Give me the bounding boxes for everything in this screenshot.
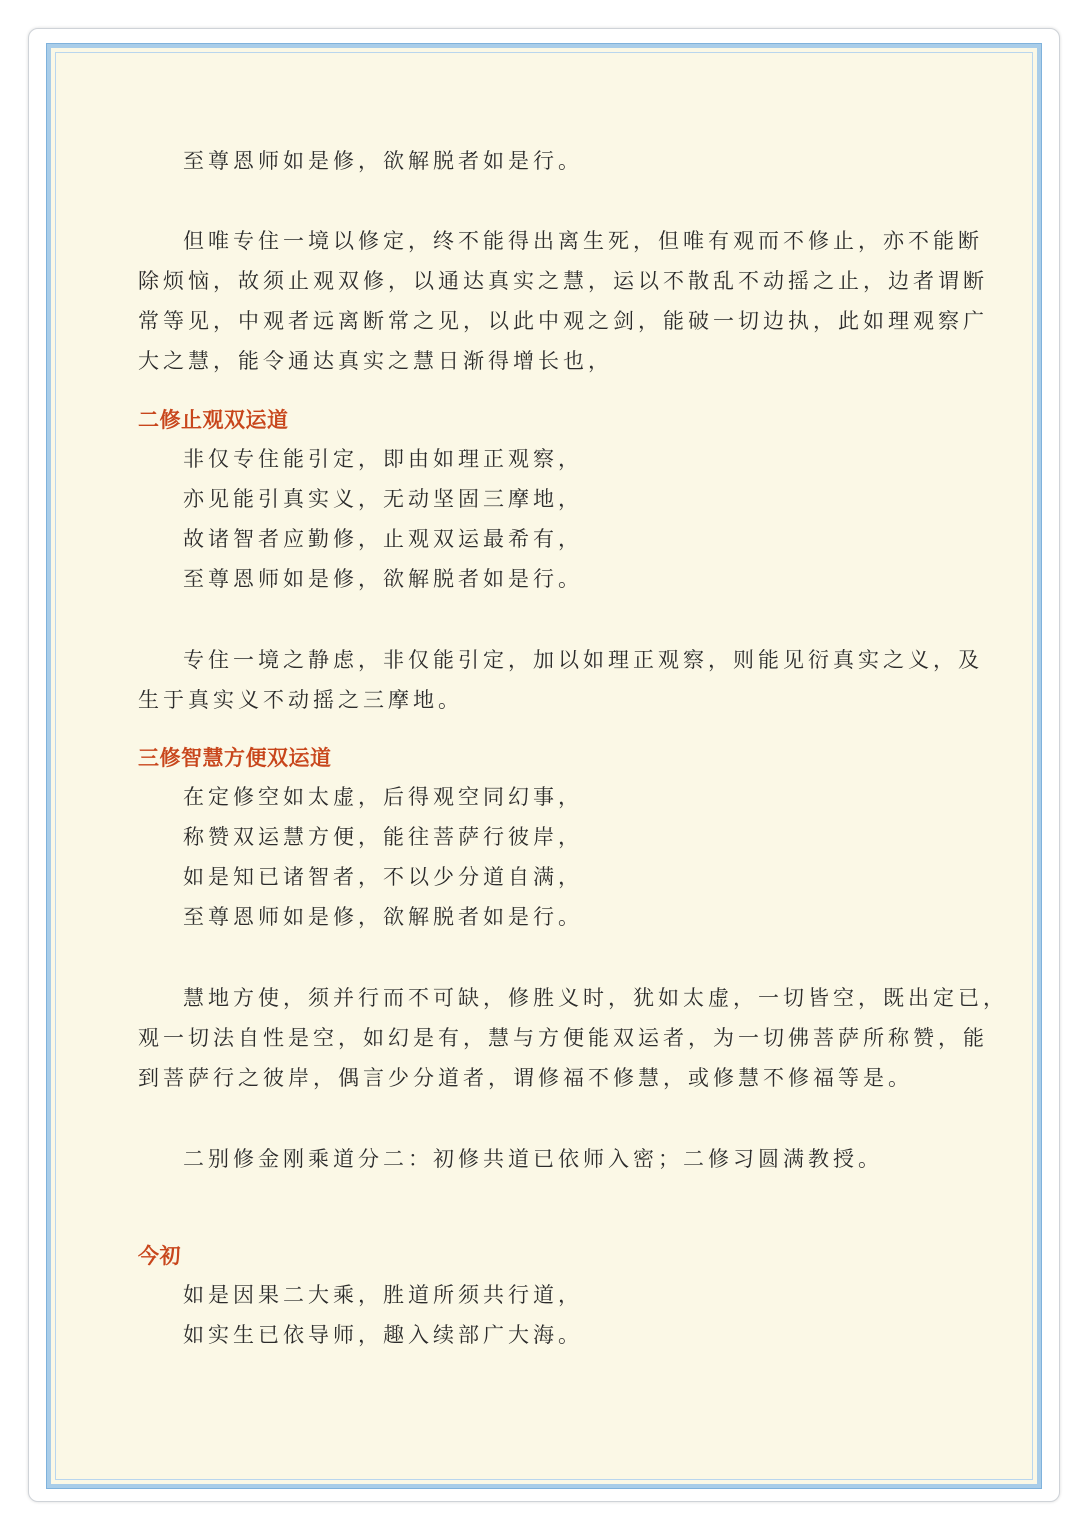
paragraph-line: 专住一境之静虑，非仅能引定，加以如理正观察，则能见衍真实之义，及 [183,648,983,672]
verse-line: 如是因果二大乘，胜道所须共行道， [183,1283,583,1307]
paragraph-line: 观一切法自性是空，如幻是有，慧与方便能双运者，为一切佛菩萨所称赞，能 [138,1026,988,1050]
section-heading: 三修智慧方便双运道 [138,746,332,770]
paragraph-line: 除烦恼，故须止观双修，以通达真实之慧，运以不散乱不动摇之止，边者谓断 [138,269,988,293]
verse-line: 如实生已依导师，趣入续部广大海。 [183,1323,583,1347]
verse-line: 亦见能引真实义，无动坚固三摩地， [183,487,583,511]
verse-line: 在定修空如太虚，后得观空同幻事， [183,785,583,809]
paragraph-line: 二别修金刚乘道分二：初修共道已依师入密；二修习圆满教授。 [183,1147,883,1171]
verse-line: 称赞双运慧方便，能往菩萨行彼岸， [183,825,583,849]
verse-line: 如是知已诸智者，不以少分道自满， [183,865,583,889]
verse-line: 至尊恩师如是修，欲解脱者如是行。 [183,567,583,591]
verse-line: 至尊恩师如是修，欲解脱者如是行。 [183,149,583,173]
paragraph-line: 但唯专住一境以修定，终不能得出离生死，但唯有观而不修止，亦不能断 [183,229,983,253]
paragraph-line: 常等见，中观者远离断常之见，以此中观之剑，能破一切边执，此如理观察广 [138,309,988,333]
section-heading: 今初 [138,1244,181,1268]
verse-line: 至尊恩师如是修，欲解脱者如是行。 [183,905,583,929]
paragraph-line: 到菩萨行之彼岸，偶言少分道者，谓修福不修慧，或修慧不修福等是。 [138,1066,913,1090]
section-heading: 二修止观双运道 [138,408,289,432]
verse-line: 故诸智者应勤修，止观双运最希有， [183,527,583,551]
paragraph-line: 大之慧，能令通达真实之慧日渐得增长也， [138,349,613,373]
paragraph-line: 慧地方使，须并行而不可缺，修胜义时，犹如太虚，一切皆空，既出定已， [183,986,1008,1010]
paragraph-line: 生于真实义不动摇之三摩地。 [138,688,463,712]
verse-line: 非仅专住能引定，即由如理正观察， [183,447,583,471]
